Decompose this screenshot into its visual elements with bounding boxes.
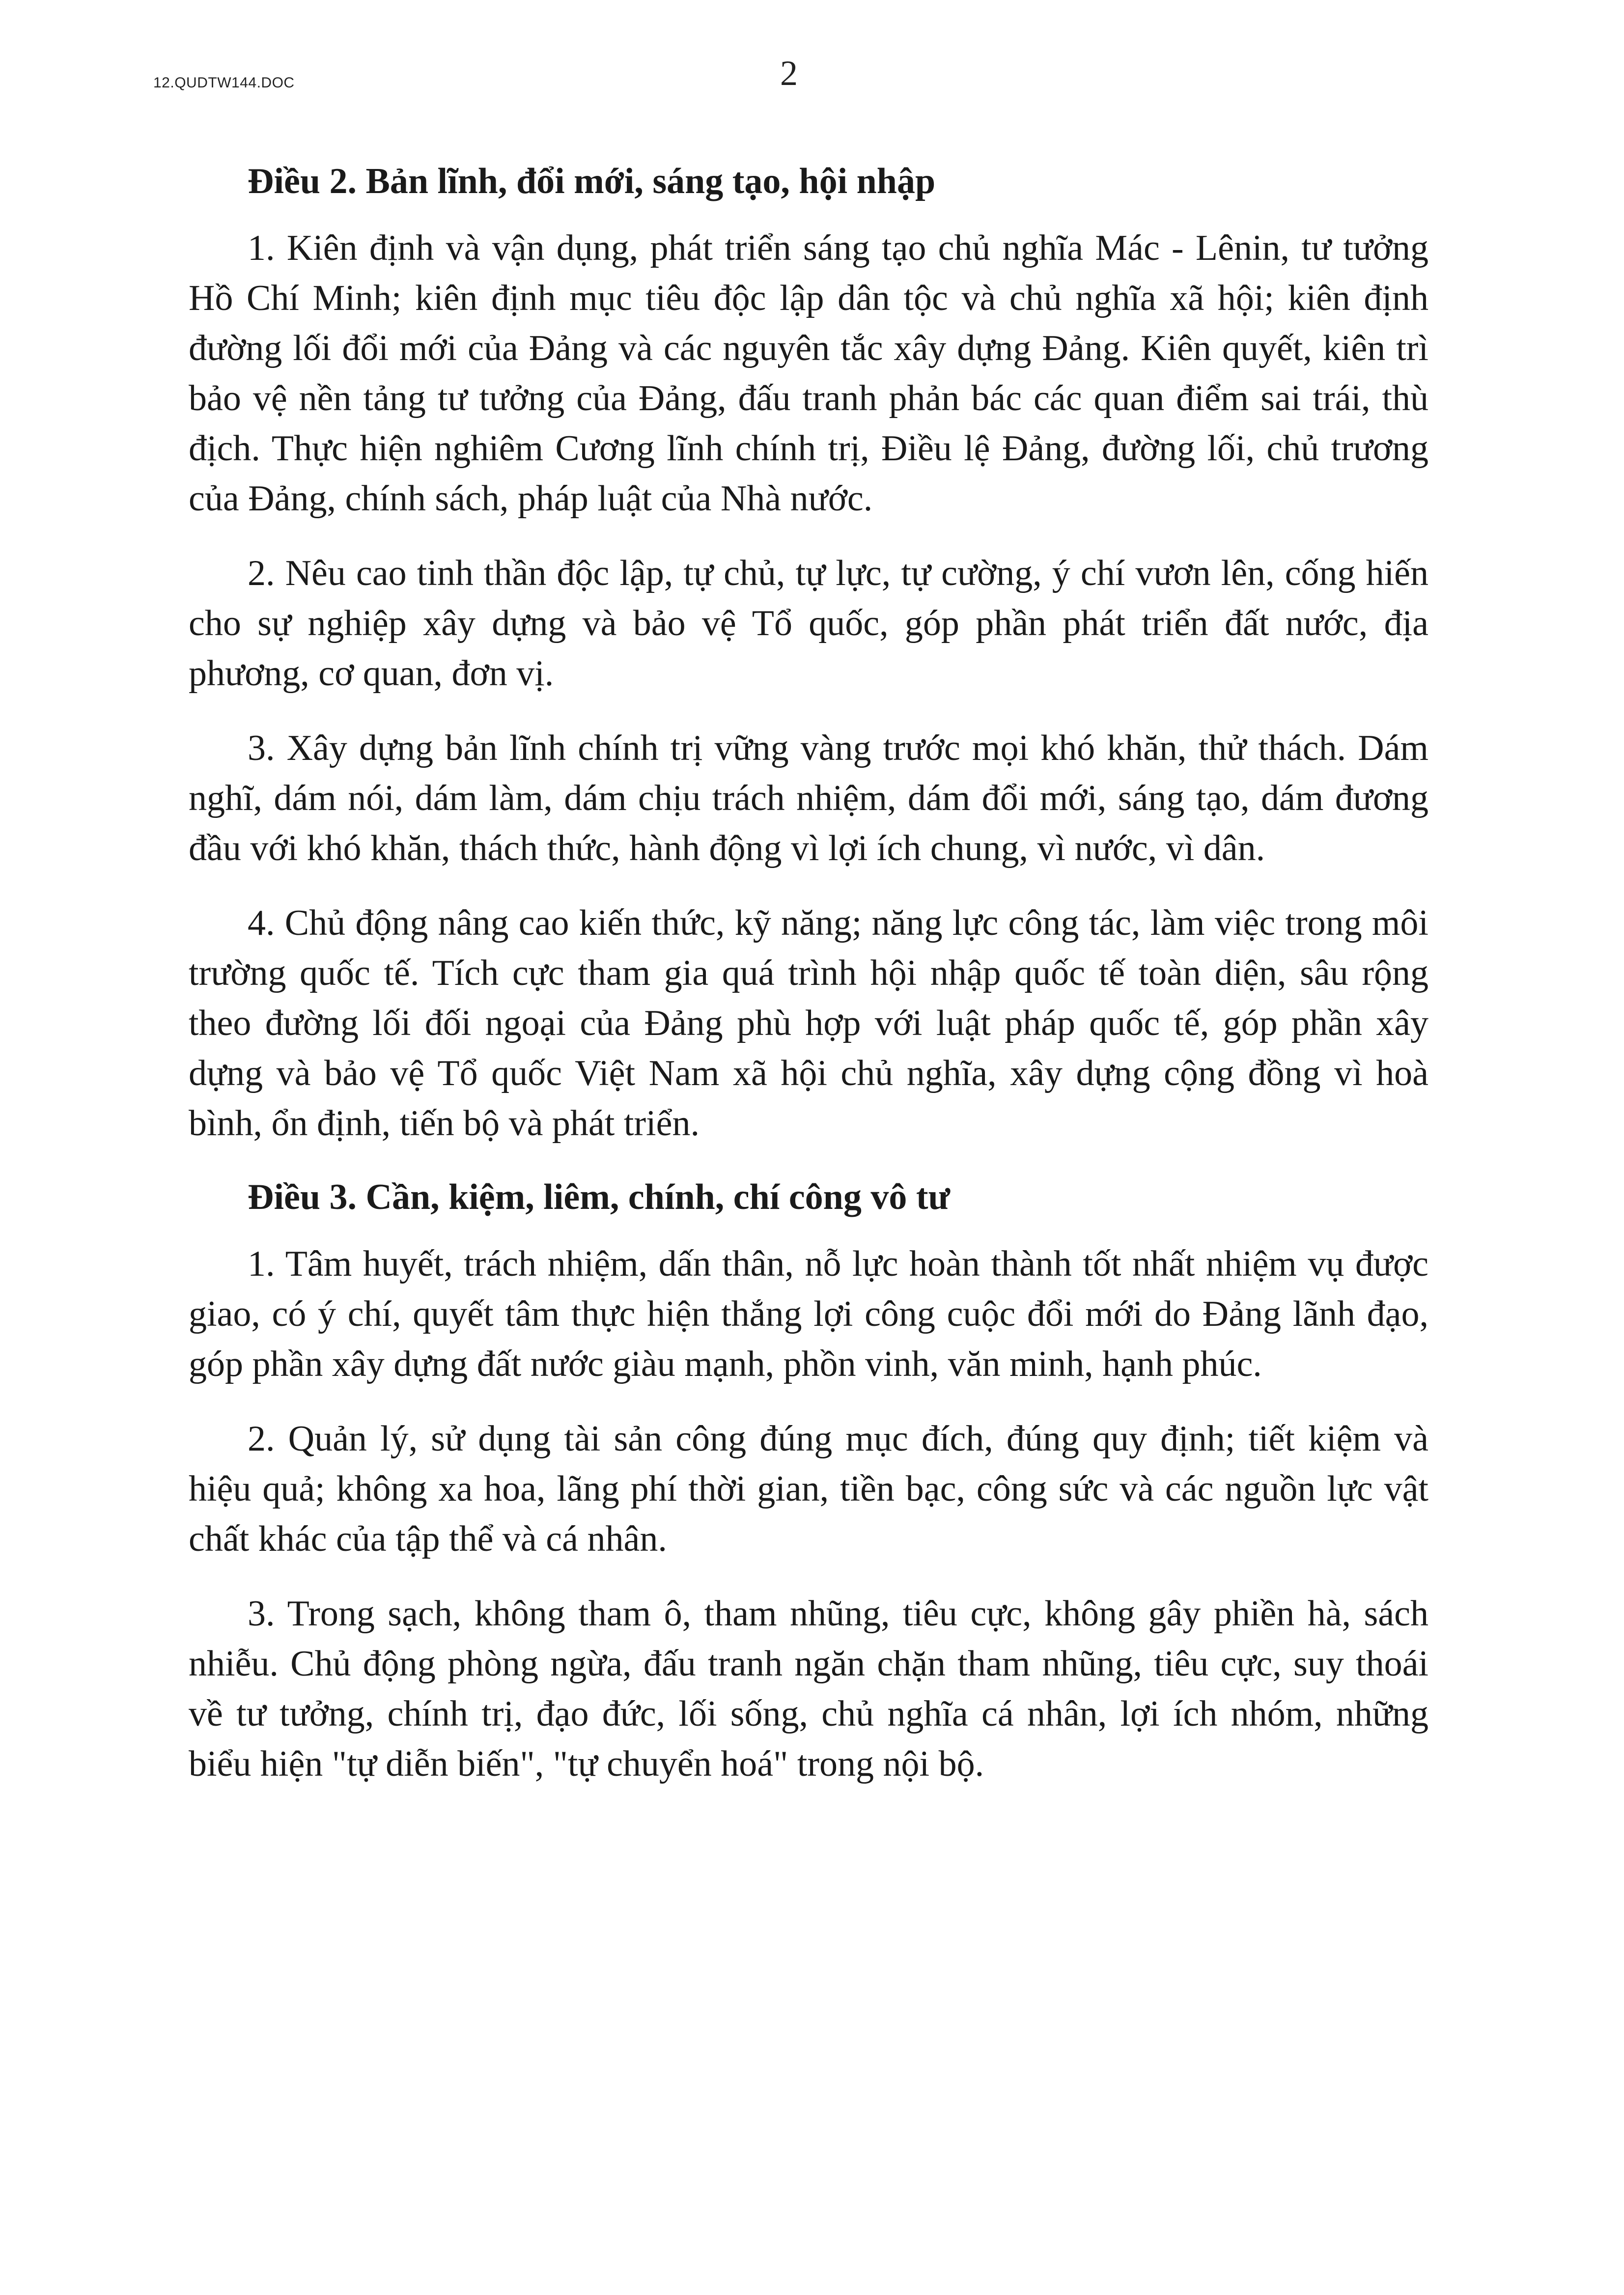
page-number: 2 [780,54,798,93]
article-3-paragraph-3: 3. Trong sạch, không tham ô, tham nhũng, tiêu cực, không gây phiền hà, sách nhiễu. Chủ động phòng ngừa, đấu tranh ngăn chặn tham nhũng, tiêu cực, suy thoái về tư tưởng, chính trị, đạo đức, lối sống, chủ nghĩa cá nhân, lợi ích nhóm, những biểu hiện "tự diễn biến", "tự chuyển hoá" trong nội bộ. [189,1594,1428,1784]
article-3-heading: Điều 3. Cần, kiệm, liêm, chính, chí công vô tư [248,1177,950,1217]
article-2-heading: Điều 2. Bản lĩnh, đổi mới, sáng tạo, hội nhập [248,161,936,201]
article-2-paragraph-4: 4. Chủ động nâng cao kiến thức, kỹ năng; năng lực công tác, làm việc trong môi trường quốc tế. Tích cực tham gia quá trình hội nhập quốc tế toàn diện, sâu rộng theo đường lối đối ngoại của Đảng phù hợp với luật pháp quốc tế, góp phần xây dựng và bảo vệ Tổ quốc Việt Nam xã hội chủ nghĩa, xây dựng cộng đồng vì hoà bình, ổn định, tiến bộ và phát triển. [189,903,1428,1144]
document-file-name: 12.QUDTW144.DOC [153,75,295,91]
article-2-paragraph-1: 1. Kiên định và vận dụng, phát triển sáng tạo chủ nghĩa Mác - Lênin, tư tưởng Hồ Chí Minh; kiên định mục tiêu độc lập dân tộc và chủ nghĩa xã hội; kiên định đường lối đổi mới của Đảng và các nguyên tắc xây dựng Đảng. Kiên quyết, kiên trì bảo vệ nền tảng tư tưởng của Đảng, đấu tranh phản bác các quan điểm sai trái, thù địch. Thực hiện nghiêm Cương lĩnh chính trị, Điều lệ Đảng, đường lối, chủ trương của Đảng, chính sách, pháp luật của Nhà nước. [189,228,1428,519]
article-2-paragraph-3: 3. Xây dựng bản lĩnh chính trị vững vàng trước mọi khó khăn, thử thách. Dám nghĩ, dám nói, dám làm, dám chịu trách nhiệm, dám đổi mới, sáng tạo, dám đương đầu với khó khăn, thách thức, hành động vì lợi ích chung, vì nước, vì dân. [189,728,1428,868]
document-body [189,156,1428,1814]
article-3-paragraph-2: 2. Quản lý, sử dụng tài sản công đúng mục đích, đúng quy định; tiết kiệm và hiệu quả; không xa hoa, lãng phí thời gian, tiền bạc, công sức và các nguồn lực vật chất khác của tập thể và cá nhân. [189,1419,1428,1559]
article-2-paragraph-2: 2. Nêu cao tinh thần độc lập, tự chủ, tự lực, tự cường, ý chí vươn lên, cống hiến cho sự nghiệp xây dựng và bảo vệ Tổ quốc, góp phần phát triển đất nước, địa phương, cơ quan, đơn vị. [189,553,1428,694]
article-3-paragraph-1: 1. Tâm huyết, trách nhiệm, dấn thân, nỗ lực hoàn thành tốt nhất nhiệm vụ được giao, có ý chí, quyết tâm thực hiện thắng lợi công cuộc đổi mới do Đảng lãnh đạo, góp phần xây dựng đất nước giàu mạnh, phồn vinh, văn minh, hạnh phúc. [189,1244,1428,1384]
